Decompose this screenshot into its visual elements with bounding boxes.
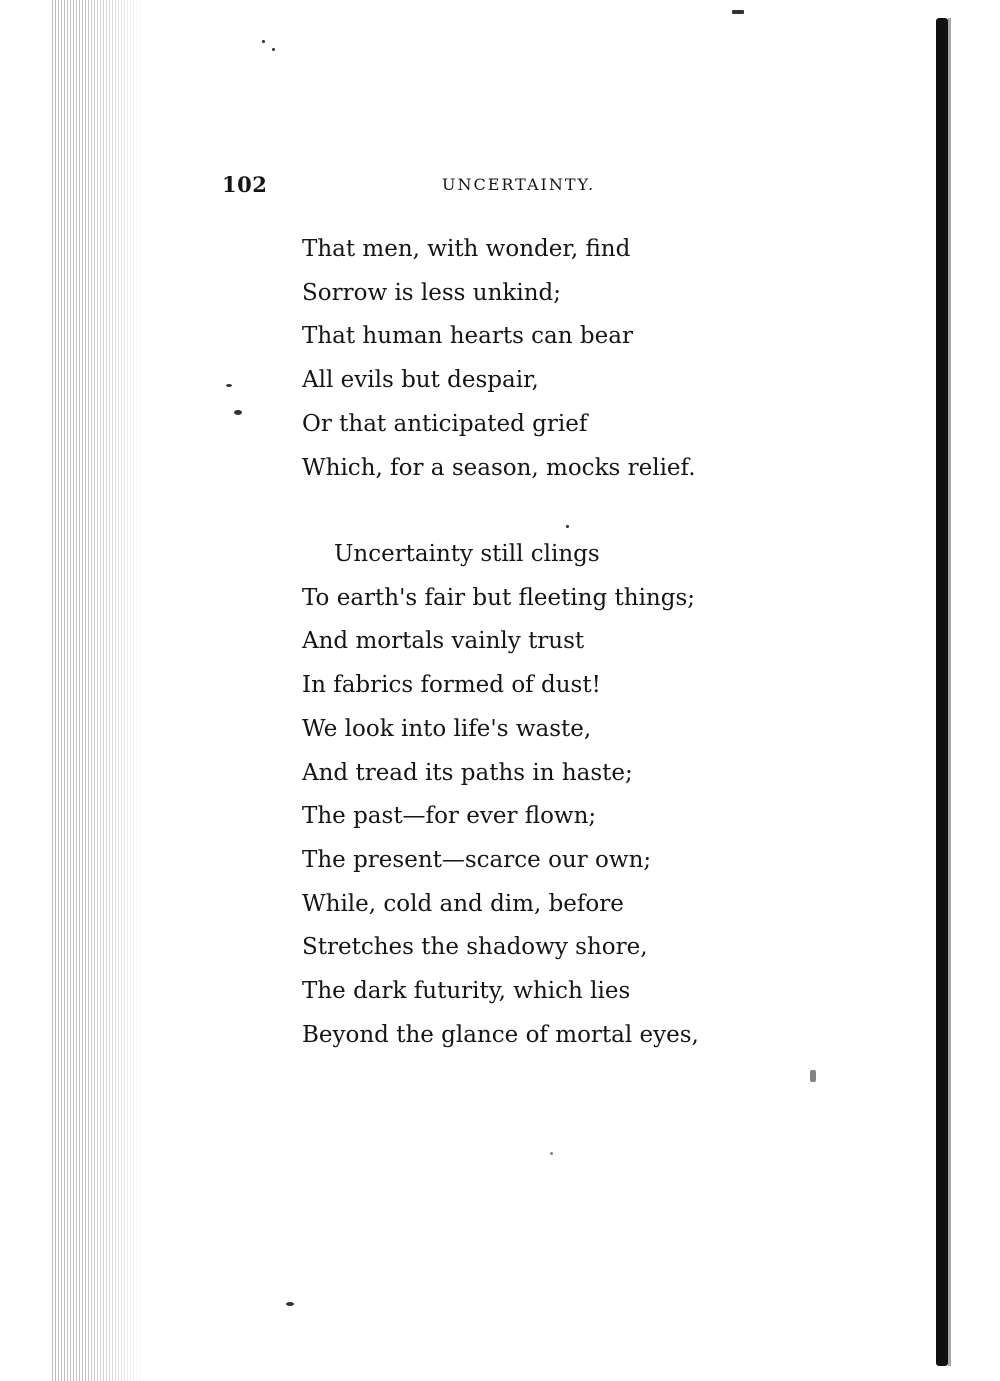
scan-speck	[234, 410, 242, 415]
poem-line: To earth's fair but fleeting things;	[302, 584, 696, 611]
poem-line: While, cold and dim, before	[302, 890, 624, 917]
poem-line: We look into life's waste,	[302, 715, 592, 742]
poem-line: Beyond the glance of mortal eyes,	[302, 1021, 699, 1048]
poem-line: The dark futurity, which lies	[302, 978, 631, 1005]
scan-speck	[566, 525, 569, 528]
poem-line: All evils but despair,	[302, 367, 539, 394]
poem-line: Uncertainty still clings	[334, 541, 600, 567]
stanza-1	[302, 228, 822, 490]
stanza-2	[302, 533, 822, 1057]
page-edge-shadow	[936, 18, 948, 1366]
scan-speck	[226, 384, 232, 387]
poem-line: Stretches the shadowy shore,	[302, 934, 648, 961]
scan-speck	[272, 48, 275, 51]
scan-speck	[286, 1302, 294, 1306]
poem-line: Which, for a season, mocks relief.	[302, 454, 696, 481]
running-head: UNCERTAINTY.	[442, 175, 596, 194]
poem-line: And tread its paths in haste;	[302, 759, 633, 786]
poem-line: That men, with wonder, find	[302, 236, 631, 262]
scan-speck	[262, 40, 265, 43]
page-number: 102	[222, 172, 268, 197]
poem-line: Or that anticipated grief	[302, 410, 588, 437]
poem-line: In fabrics formed of dust!	[302, 672, 601, 699]
poem-line: That human hearts can bear	[302, 323, 633, 350]
poem-line: The present—scarce our own;	[302, 846, 652, 873]
scan-speck	[550, 1152, 553, 1155]
scan-speck	[810, 1070, 816, 1082]
page-header	[222, 172, 642, 202]
poem-line: Sorrow is less unkind;	[302, 279, 561, 306]
poem-line: And mortals vainly trust	[302, 628, 585, 655]
scan-speck	[732, 10, 744, 14]
poem-line: The past—for ever flown;	[302, 803, 597, 830]
binding-gutter-fade	[52, 0, 142, 1381]
page-edge-line	[948, 18, 951, 1366]
